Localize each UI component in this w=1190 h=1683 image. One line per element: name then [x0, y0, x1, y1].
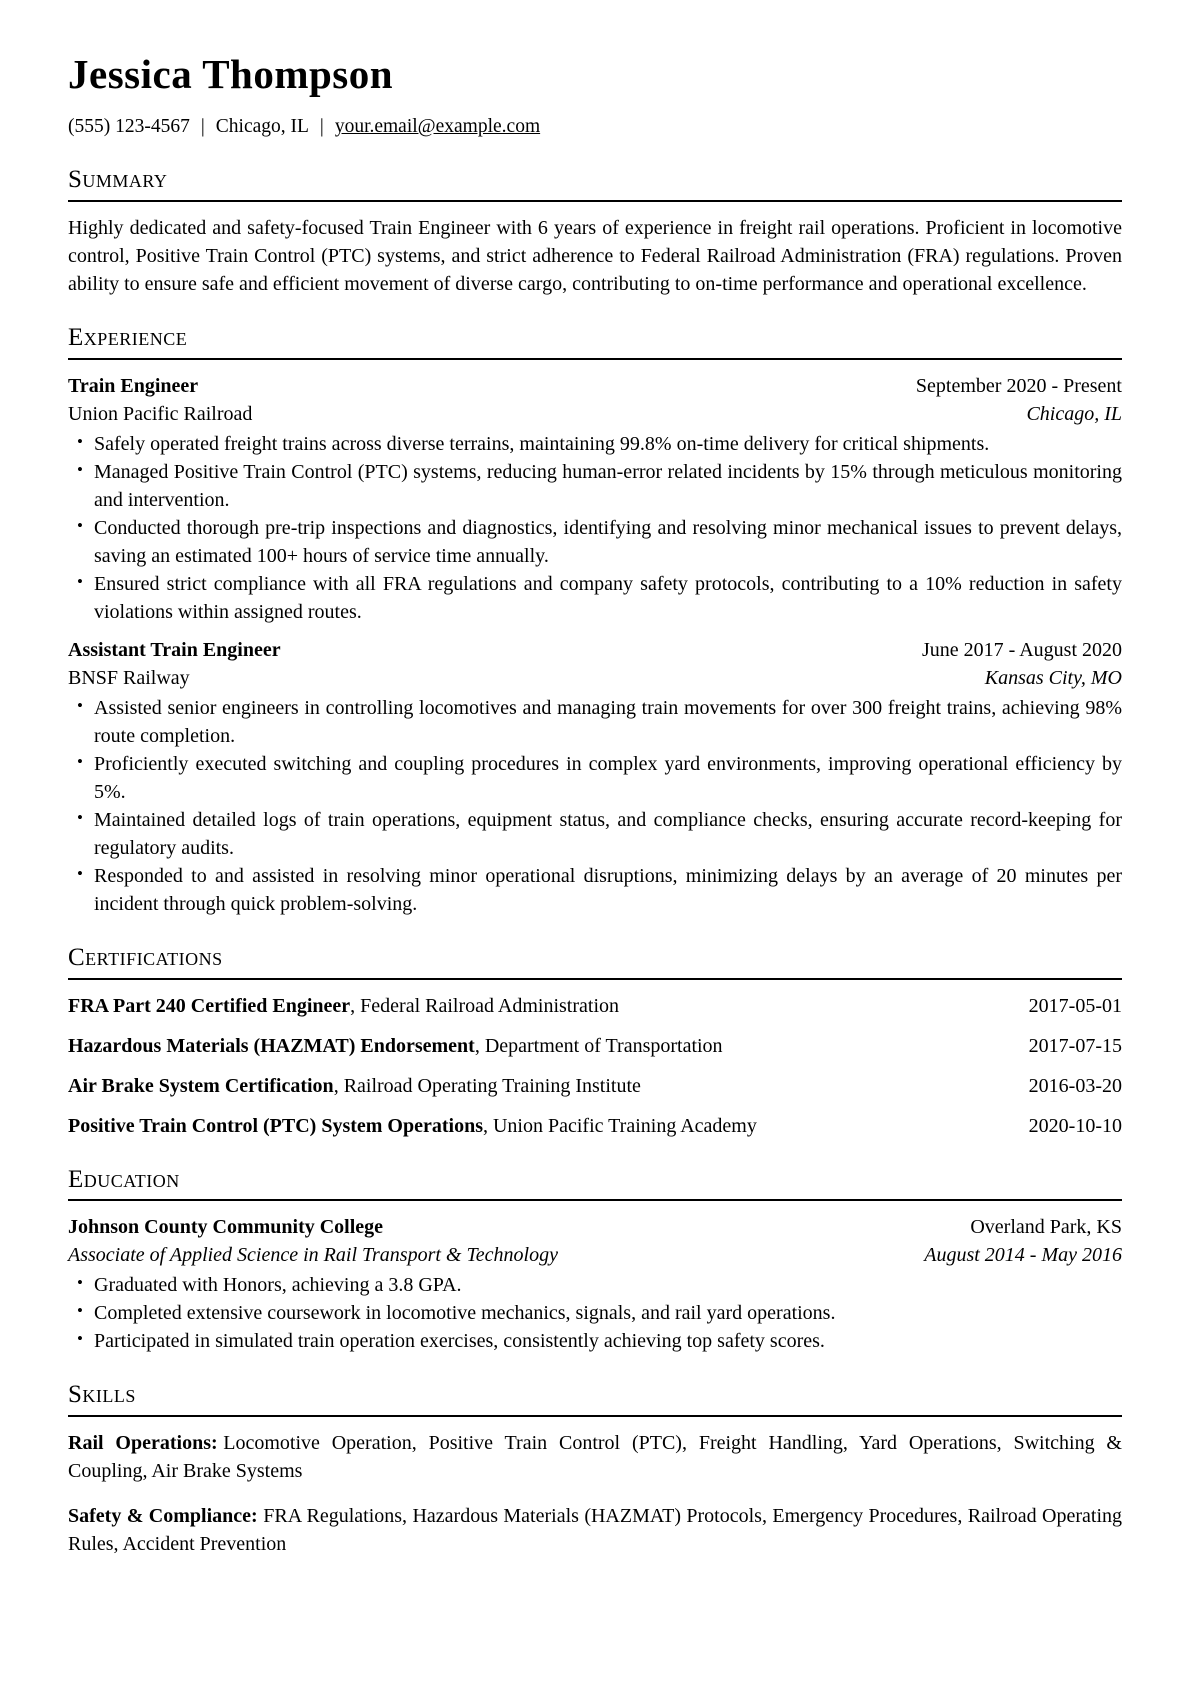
education-subheader-row	[68, 1241, 1122, 1269]
certification-date: 2016-03-20	[1028, 1074, 1122, 1097]
job-header-row	[68, 372, 1122, 400]
contact-separator: |	[200, 116, 205, 138]
phone-number: (555) 123-4567	[68, 116, 190, 138]
certification-text	[68, 1072, 641, 1100]
degree-name: Associate of Applied Science in Rail Transport & Technology	[68, 1244, 558, 1267]
education-bullet-list	[68, 1271, 1122, 1355]
certification-date: 2017-07-15	[1028, 1034, 1122, 1057]
education-entry	[68, 1213, 1122, 1355]
certification-row	[68, 1072, 1122, 1100]
contact-separator: |	[319, 116, 324, 138]
summary-text: Highly dedicated and safety-focused Train Engineer with 6 years of experience in freight rail operations. Proficient in locomotive control, Positive Train Control (PTC) systems, and strict adherence to Federal Railroad Administration (FRA) regulations. Proven ability to ensure safe and efficient movement of diverse cargo, contributing to on-time performance and operational excellence.	[68, 217, 1122, 296]
job-location: Kansas City, MO	[984, 666, 1122, 689]
job-company: Union Pacific Railroad	[68, 402, 253, 425]
certifications-heading: Certifications	[68, 944, 1122, 980]
job-bullet-list	[68, 430, 1122, 626]
certification-row	[68, 992, 1122, 1020]
skills-group-text: Locomotive Operation, Positive Train Control (PTC), Freight Handling, Yard Operations, Switching & Coupling, Air Brake Systems	[68, 1432, 1122, 1483]
bullet-item: • Ensured strict compliance with all FRA regulations and company safety protocols, contributing to a 10% reduction in safety violations within assigned routes.	[94, 570, 1122, 626]
job-dates: June 2017 - August 2020	[922, 638, 1122, 661]
certification-separator: ,	[474, 1034, 485, 1057]
bullet-item: • Maintained detailed logs of train operations, equipment status, and compliance checks, ensuring accurate record-keeping for regulatory audits.	[94, 806, 1122, 862]
job-title: Train Engineer	[68, 374, 199, 397]
certification-row	[68, 1032, 1122, 1060]
skills-heading: Skills	[68, 1381, 1122, 1417]
section-summary	[68, 166, 1122, 298]
job-bullet-list	[68, 694, 1122, 918]
certification-name: Air Brake System Certification	[68, 1074, 334, 1097]
contact-line	[68, 113, 1122, 140]
education-dates: August 2014 - May 2016	[924, 1244, 1122, 1267]
person-name: Jessica Thompson	[68, 51, 394, 97]
job-subheader-row	[68, 664, 1122, 692]
certification-name: FRA Part 240 Certified Engineer	[68, 994, 351, 1017]
job-entry	[68, 372, 1122, 626]
bullet-item: • Completed extensive coursework in locomotive mechanics, signals, and rail yard operations.	[94, 1299, 1122, 1327]
education-heading: Education	[68, 1166, 1122, 1202]
job-title: Assistant Train Engineer	[68, 638, 281, 661]
certification-name: Positive Train Control (PTC) System Operations	[68, 1114, 483, 1137]
email-link[interactable]: your.email@example.com	[334, 116, 541, 138]
bullet-item: • Managed Positive Train Control (PTC) systems, reducing human-error related incidents by 15% through meticulous monitoring and intervention.	[94, 458, 1122, 514]
certification-issuer: Federal Railroad Administration	[360, 994, 620, 1017]
certification-date: 2017-05-01	[1028, 994, 1122, 1017]
section-certifications	[68, 944, 1122, 1140]
skills-group-label: Rail Operations:	[68, 1432, 218, 1455]
bullet-item: • Assisted senior engineers in controlling locomotives and managing train movements for over 300 freight trains, achieving 98% route completion.	[94, 694, 1122, 750]
certification-row	[68, 1112, 1122, 1140]
education-header-row	[68, 1213, 1122, 1241]
job-company: BNSF Railway	[68, 666, 190, 689]
summary-heading: Summary	[68, 166, 1122, 202]
school-location: Overland Park, KS	[970, 1216, 1122, 1239]
certification-separator: ,	[482, 1114, 493, 1137]
job-entry	[68, 636, 1122, 918]
bullet-item: • Proficiently executed switching and coupling procedures in complex yard environments, improving operational efficiency by 5%.	[94, 750, 1122, 806]
experience-heading: Experience	[68, 324, 1122, 360]
section-skills	[68, 1381, 1122, 1558]
certification-issuer: Union Pacific Training Academy	[492, 1114, 757, 1137]
bullet-item: • Participated in simulated train operation exercises, consistently achieving top safety scores.	[94, 1327, 1122, 1355]
certification-issuer: Railroad Operating Training Institute	[343, 1074, 641, 1097]
certification-date: 2020-10-10	[1028, 1114, 1122, 1137]
section-experience	[68, 324, 1122, 918]
certification-text	[68, 992, 619, 1020]
bullet-item: • Graduated with Honors, achieving a 3.8 GPA.	[94, 1271, 1122, 1299]
skills-group	[68, 1502, 1122, 1558]
certification-separator: ,	[350, 994, 361, 1017]
section-education	[68, 1166, 1122, 1356]
job-header-row	[68, 636, 1122, 664]
certification-text	[68, 1032, 723, 1060]
location-text: Chicago, IL	[215, 116, 309, 138]
certification-separator: ,	[333, 1074, 344, 1097]
job-dates: September 2020 - Present	[915, 374, 1122, 397]
resume-header	[68, 52, 1122, 140]
bullet-item: • Responded to and assisted in resolving minor operational disruptions, minimizing delays by an average of 20 minutes per incident through quick problem-solving.	[94, 862, 1122, 918]
job-subheader-row	[68, 400, 1122, 428]
skills-group-text: FRA Regulations, Hazardous Materials (HAZMAT) Protocols, Emergency Procedures, Railroad Operating Rules, Accident Prevention	[68, 1505, 1123, 1556]
school-name: Johnson County Community College	[68, 1216, 384, 1239]
certification-issuer: Department of Transportation	[484, 1034, 723, 1057]
skills-group-label: Safety & Compliance:	[68, 1505, 258, 1528]
certification-text	[68, 1112, 757, 1140]
skills-group	[68, 1429, 1122, 1485]
bullet-item: • Safely operated freight trains across diverse terrains, maintaining 99.8% on-time delivery for critical shipments.	[94, 430, 1122, 458]
certification-name: Hazardous Materials (HAZMAT) Endorsement	[68, 1034, 475, 1057]
job-location: Chicago, IL	[1026, 402, 1122, 425]
bullet-item: • Conducted thorough pre-trip inspections and diagnostics, identifying and resolving minor mechanical issues to prevent delays, saving an estimated 100+ hours of service time annually.	[94, 514, 1122, 570]
